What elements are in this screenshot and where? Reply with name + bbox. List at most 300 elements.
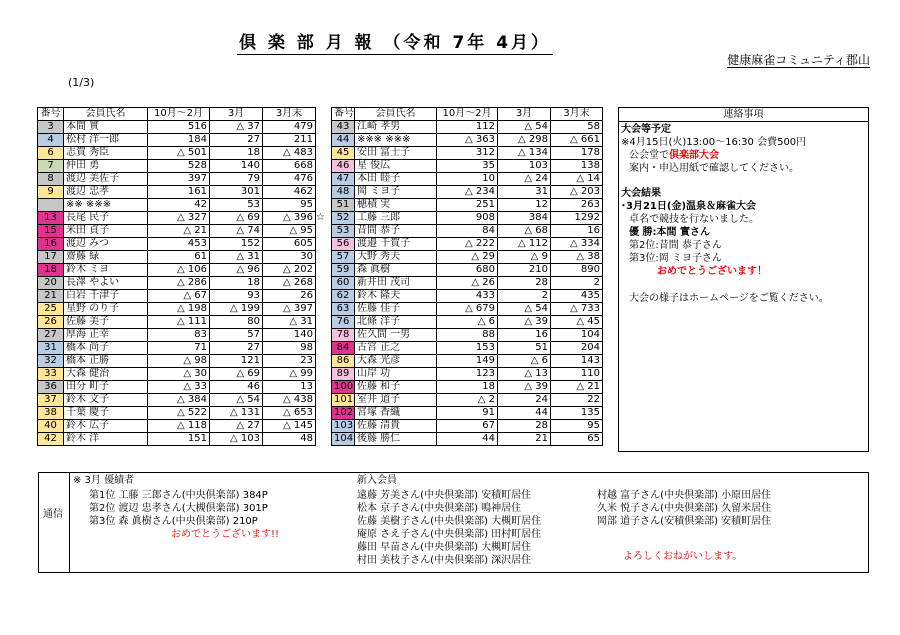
month-score: △ 27: [210, 420, 263, 433]
member-name: 佐藤 佳子: [355, 303, 437, 316]
member-row: [38, 238, 316, 251]
month-score: △ 6: [498, 355, 551, 368]
month-score: △ 31: [210, 251, 263, 264]
member-row: [332, 160, 603, 173]
month-score: 93: [210, 290, 263, 303]
month-end-score: 23: [263, 355, 316, 368]
month-score: 27: [210, 342, 263, 355]
month-end-score: △ 95: [263, 225, 316, 238]
month-end-score: 890: [551, 264, 603, 277]
month-end-score: △ 334: [551, 238, 603, 251]
member-number: 42: [38, 433, 64, 446]
month-end-score: 65: [551, 433, 603, 446]
member-row: [332, 238, 603, 251]
period-score: 153: [437, 342, 498, 355]
month-end-score: 26: [263, 290, 316, 303]
member-number: 45: [332, 147, 355, 160]
period-score: 433: [437, 290, 498, 303]
member-row: [38, 173, 316, 186]
notice-application-info: 案内・申込用紙で確認してください。: [629, 163, 799, 174]
member-number: 59: [332, 264, 355, 277]
month-score: △ 39: [498, 381, 551, 394]
period-score: 312: [437, 147, 498, 160]
page-title: [0, 28, 790, 53]
member-name: 千葉 慶子: [64, 407, 148, 420]
period-score: 123: [437, 368, 498, 381]
member-row: [38, 134, 316, 147]
member-number: 25: [38, 303, 64, 316]
period-score: 61: [148, 251, 210, 264]
month-score: △ 131: [210, 407, 263, 420]
member-row: [38, 199, 316, 212]
member-row: [38, 342, 316, 355]
member-row: [38, 212, 316, 225]
period-score: 83: [148, 329, 210, 342]
member-row: [38, 121, 316, 134]
month-end-score: 1292: [551, 212, 603, 225]
notice-event-venue: [629, 150, 719, 162]
month-end-score: △ 653: [263, 407, 316, 420]
notice-second: 第2位:昔間 恭子さん: [629, 240, 722, 251]
month-end-score: 211: [263, 134, 316, 147]
member-row: [332, 251, 603, 264]
month-score: △ 68: [498, 225, 551, 238]
member-name: 昔間 恭子: [355, 225, 437, 238]
member-name: 山岸 功: [355, 368, 437, 381]
period-score: △ 234: [437, 186, 498, 199]
period-score: △ 363: [437, 134, 498, 147]
member-row: [38, 394, 316, 407]
member-number: 40: [38, 420, 64, 433]
member-name: 室井 道子: [355, 394, 437, 407]
member-number: 53: [332, 225, 355, 238]
member-name: 鈴木 洋: [64, 433, 148, 446]
member-number: [38, 199, 64, 212]
top-scorers-title: ※ 3月 優績者: [73, 475, 135, 486]
month-score: 53: [210, 199, 263, 212]
notice-event-date: ※4月15日(火)13:00～16:30 会費500円: [621, 137, 807, 148]
period-score: 908: [437, 212, 498, 225]
month-end-score: 104: [551, 329, 603, 342]
member-name: 北條 洋子: [355, 316, 437, 329]
new-members-greeting: よろしくおねがいします。: [623, 551, 743, 562]
month-end-score: △ 31: [263, 316, 316, 329]
month-end-score: △ 38: [551, 251, 603, 264]
month-score: △ 199: [210, 303, 263, 316]
new-members-title: 新入会員: [357, 475, 397, 486]
member-row: [38, 277, 316, 290]
member-name: 鈴木 ミヨ: [64, 264, 148, 277]
member-name: 佐藤 美子: [64, 316, 148, 329]
month-end-score: 462: [263, 186, 316, 199]
member-name: 佐藤 清貴: [355, 420, 437, 433]
member-number: 100: [332, 381, 355, 394]
members-table-right: [331, 107, 603, 446]
member-name: 大野 秀夫: [355, 251, 437, 264]
member-name: 齋藤 緑: [64, 251, 148, 264]
month-score: 18: [210, 277, 263, 290]
period-score: △ 26: [437, 277, 498, 290]
member-number: 43: [332, 121, 355, 134]
period-score: 18: [437, 381, 498, 394]
period-score: △ 384: [148, 394, 210, 407]
period-score: △ 111: [148, 316, 210, 329]
member-row: [332, 264, 603, 277]
month-end-score: 605: [263, 238, 316, 251]
member-row: [38, 160, 316, 173]
member-number: 17: [38, 251, 64, 264]
period-score: 151: [148, 433, 210, 446]
month-end-score: 48: [263, 433, 316, 446]
member-number: 89: [332, 368, 355, 381]
member-name: 佐藤 和子: [355, 381, 437, 394]
period-score: △ 30: [148, 368, 210, 381]
month-score: △ 54: [498, 121, 551, 134]
period-score: 42: [148, 199, 210, 212]
member-row: [38, 147, 316, 160]
member-name: 岡 ミヨ子: [355, 186, 437, 199]
month-end-score: △ 438: [263, 394, 316, 407]
period-score: 84: [437, 225, 498, 238]
member-row: [38, 368, 316, 381]
star-mark: ☆: [316, 212, 325, 223]
member-row: [332, 394, 603, 407]
month-score: △ 54: [498, 303, 551, 316]
member-number: 52: [332, 212, 355, 225]
member-row: [38, 264, 316, 277]
member-row: [38, 316, 316, 329]
member-name: 森 眞樹: [355, 264, 437, 277]
month-score: 152: [210, 238, 263, 251]
member-row: [332, 355, 603, 368]
month-score: 210: [498, 264, 551, 277]
month-end-score: 668: [263, 160, 316, 173]
member-number: 37: [38, 394, 64, 407]
month-end-score: 95: [263, 199, 316, 212]
member-row: [332, 329, 603, 342]
month-end-score: △ 203: [551, 186, 603, 199]
month-end-score: △ 397: [263, 303, 316, 316]
member-row: [332, 277, 603, 290]
member-name: 渡辺 美佐子: [64, 173, 148, 186]
member-row: [332, 186, 603, 199]
member-number: 84: [332, 342, 355, 355]
member-number: 20: [38, 277, 64, 290]
member-number: 47: [332, 173, 355, 186]
month-end-score: △ 733: [551, 303, 603, 316]
period-score: △ 98: [148, 355, 210, 368]
notice-congrats: おめでとうございます！: [657, 266, 767, 277]
month-end-score: 30: [263, 251, 316, 264]
member-number: 86: [332, 355, 355, 368]
month-score: 51: [498, 342, 551, 355]
member-row: [38, 407, 316, 420]
member-number: 3: [38, 121, 64, 134]
month-score: 27: [210, 134, 263, 147]
member-number: 27: [38, 329, 64, 342]
member-name: 大森 光彦: [355, 355, 437, 368]
month-end-score: △ 268: [263, 277, 316, 290]
month-end-score: 98: [263, 342, 316, 355]
month-end-score: 140: [263, 329, 316, 342]
month-score: △ 54: [210, 394, 263, 407]
member-name: 本田 睦子: [355, 173, 437, 186]
member-row: [38, 420, 316, 433]
month-score: 21: [498, 433, 551, 446]
period-score: 35: [437, 160, 498, 173]
member-number: 26: [38, 316, 64, 329]
member-number: 36: [38, 381, 64, 394]
month-end-score: △ 661: [551, 134, 603, 147]
member-number: 6: [38, 147, 64, 160]
month-end-score: △ 396: [263, 212, 316, 225]
member-name: 渡辺 みつ: [64, 238, 148, 251]
member-name: 江崎 孝男: [355, 121, 437, 134]
period-score: △ 33: [148, 381, 210, 394]
period-score: 71: [148, 342, 210, 355]
period-score: △ 222: [437, 238, 498, 251]
member-number: 31: [38, 342, 64, 355]
communication-label: 通信: [43, 509, 63, 520]
period-score: 528: [148, 160, 210, 173]
month-score: 301: [210, 186, 263, 199]
header-period: 10月～2月: [148, 108, 210, 121]
member-number: 18: [38, 264, 64, 277]
period-score: △ 2: [437, 394, 498, 407]
member-name: 田分 町子: [64, 381, 148, 394]
top-scorers-congrats: おめでとうございます!!: [171, 529, 280, 540]
month-end-score: 22: [551, 394, 603, 407]
month-end-score: △ 483: [263, 147, 316, 160]
month-score: 46: [210, 381, 263, 394]
member-number: 9: [38, 186, 64, 199]
period-score: 88: [437, 329, 498, 342]
notice-winner: 優 勝:本間 實さん: [629, 227, 710, 238]
table-header-row: [38, 108, 316, 121]
period-score: 680: [437, 264, 498, 277]
new-member-1: 遠藤 芳美さん(中央倶楽部) 安積町居住: [357, 490, 532, 501]
period-score: 10: [437, 173, 498, 186]
member-row: [332, 420, 603, 433]
member-name: 長尾 民子: [64, 212, 148, 225]
member-row: [332, 433, 603, 446]
member-number: 33: [38, 368, 64, 381]
member-number: 101: [332, 394, 355, 407]
member-name: 白岩 千津子: [64, 290, 148, 303]
member-number: 38: [38, 407, 64, 420]
member-name: 佐久間 一男: [355, 329, 437, 342]
member-name: 宮塚 香織: [355, 407, 437, 420]
month-score: △ 112: [498, 238, 551, 251]
month-score: 79: [210, 173, 263, 186]
member-name: 後藤 勝仁: [355, 433, 437, 446]
member-number: 57: [332, 251, 355, 264]
member-name: 新井田 茂司: [355, 277, 437, 290]
month-score: △ 13: [498, 368, 551, 381]
member-number: 60: [332, 277, 355, 290]
member-row: [332, 342, 603, 355]
month-end-score: 204: [551, 342, 603, 355]
month-score: △ 74: [210, 225, 263, 238]
month-score: 80: [210, 316, 263, 329]
period-score: 112: [437, 121, 498, 134]
member-name: 星野 のり子: [64, 303, 148, 316]
new-member-7: 村越 富子さん(中央倶楽部) 小原田居住: [597, 490, 772, 501]
member-name: 大森 健治: [64, 368, 148, 381]
month-score: 57: [210, 329, 263, 342]
notice-result-event: ･3月21日(金)温泉＆麻雀大会: [621, 201, 757, 212]
communication-box: [38, 472, 869, 573]
header-month: 3月: [210, 108, 263, 121]
period-score: 67: [437, 420, 498, 433]
member-row: [332, 316, 603, 329]
member-name: 古宮 正之: [355, 342, 437, 355]
month-score: 28: [498, 420, 551, 433]
member-name: 星 俊広: [355, 160, 437, 173]
table-header-row: [332, 108, 603, 121]
member-row: [38, 433, 316, 446]
new-member-6: 村田 美枝子さん(中央倶楽部) 深沢居住: [357, 555, 532, 566]
member-row: [332, 225, 603, 238]
month-end-score: 435: [551, 290, 603, 303]
member-row: [332, 199, 603, 212]
member-row: [332, 381, 603, 394]
month-score: 44: [498, 407, 551, 420]
month-score: 28: [498, 277, 551, 290]
member-number: 16: [38, 238, 64, 251]
member-number: 44: [332, 134, 355, 147]
member-row: [38, 303, 316, 316]
member-row: [332, 303, 603, 316]
member-number: 32: [38, 355, 64, 368]
notices-header: 連絡事項: [619, 108, 868, 122]
member-number: 63: [332, 303, 355, 316]
new-member-8: 久米 悦子さん(中央倶楽部) 久留米居住: [597, 503, 772, 514]
month-score: 18: [210, 147, 263, 160]
month-score: △ 96: [210, 264, 263, 277]
month-end-score: △ 145: [263, 420, 316, 433]
member-name: 安田 富士子: [355, 147, 437, 160]
period-score: △ 6: [437, 316, 498, 329]
month-score: △ 39: [498, 316, 551, 329]
member-number: 76: [332, 316, 355, 329]
month-end-score: 16: [551, 225, 603, 238]
member-name: ※※※ ※※※: [355, 134, 437, 147]
member-row: [38, 225, 316, 238]
month-end-score: 135: [551, 407, 603, 420]
month-end-score: 178: [551, 147, 603, 160]
member-row: [38, 251, 316, 264]
member-row: [332, 121, 603, 134]
month-end-score: △ 202: [263, 264, 316, 277]
period-score: △ 286: [148, 277, 210, 290]
month-score: △ 69: [210, 368, 263, 381]
organization-name: 健康麻雀コミュニティ郡山: [727, 53, 870, 67]
period-score: △ 198: [148, 303, 210, 316]
member-number: 8: [38, 173, 64, 186]
notices-panel: [618, 107, 869, 452]
month-score: 103: [498, 160, 551, 173]
header-month: 3月: [498, 108, 551, 121]
member-row: [38, 329, 316, 342]
header-member-name: 会員氏名: [64, 108, 148, 121]
month-score: △ 69: [210, 212, 263, 225]
new-member-9: 岡部 道子さん(安積倶楽部) 安積町居住: [597, 516, 772, 527]
member-row: [332, 147, 603, 160]
member-name: 鈴木 広子: [64, 420, 148, 433]
period-score: △ 67: [148, 290, 210, 303]
member-number: 4: [38, 134, 64, 147]
member-name: 鈴木 文子: [64, 394, 148, 407]
member-number: 51: [332, 199, 355, 212]
member-row: [332, 134, 603, 147]
month-end-score: 479: [263, 121, 316, 134]
period-score: △ 29: [437, 251, 498, 264]
period-score: 91: [437, 407, 498, 420]
top-scorer-1: 第1位 工藤 三郎さん(中央倶楽部) 384P: [89, 490, 268, 501]
header-month-end: 3月末: [263, 108, 316, 121]
notice-venue-text: 公会堂で: [629, 150, 669, 161]
member-number: 7: [38, 160, 64, 173]
period-score: 397: [148, 173, 210, 186]
period-score: 453: [148, 238, 210, 251]
member-row: [332, 368, 603, 381]
notice-results-title: 大会結果: [621, 188, 661, 199]
month-score: △ 134: [498, 147, 551, 160]
month-end-score: 13: [263, 381, 316, 394]
month-score: △ 37: [210, 121, 263, 134]
month-score: △ 9: [498, 251, 551, 264]
month-end-score: △ 45: [551, 316, 603, 329]
notice-events-title: 大会等予定: [621, 124, 671, 135]
member-name: ※※ ※※※: [64, 199, 148, 212]
member-name: 工藤 三郎: [355, 212, 437, 225]
month-score: △ 24: [498, 173, 551, 186]
communication-label-cell: [39, 473, 70, 572]
member-name: 鈴木 隆夫: [355, 290, 437, 303]
month-end-score: 143: [551, 355, 603, 368]
month-end-score: △ 21: [551, 381, 603, 394]
new-member-5: 藤田 早苗さん(中央倶楽部) 大槻町居住: [357, 542, 532, 553]
notice-homepage: 大会の様子はホームページをご覧ください。: [629, 293, 829, 304]
notice-result-desc: 卓名で競技を行ないました。: [629, 214, 759, 225]
member-number: 13: [38, 212, 64, 225]
member-number: 104: [332, 433, 355, 446]
period-score: △ 679: [437, 303, 498, 316]
period-score: 149: [437, 355, 498, 368]
month-end-score: 58: [551, 121, 603, 134]
member-number: 103: [332, 420, 355, 433]
period-score: 516: [148, 121, 210, 134]
member-name: 志賀 秀臣: [64, 147, 148, 160]
month-end-score: 138: [551, 160, 603, 173]
member-row: [332, 212, 603, 225]
member-name: 穂積 実: [355, 199, 437, 212]
member-row: [332, 290, 603, 303]
member-row: [332, 407, 603, 420]
month-end-score: 110: [551, 368, 603, 381]
notice-club-tournament: 倶楽部大会: [669, 150, 719, 161]
period-score: △ 21: [148, 225, 210, 238]
member-row: [38, 290, 316, 303]
member-name: 厚海 正幸: [64, 329, 148, 342]
month-score: 16: [498, 329, 551, 342]
period-score: 161: [148, 186, 210, 199]
month-end-score: △ 14: [551, 173, 603, 186]
member-name: 渡邉 千賀子: [355, 238, 437, 251]
month-score: 31: [498, 186, 551, 199]
header-number: 番号: [38, 108, 64, 121]
